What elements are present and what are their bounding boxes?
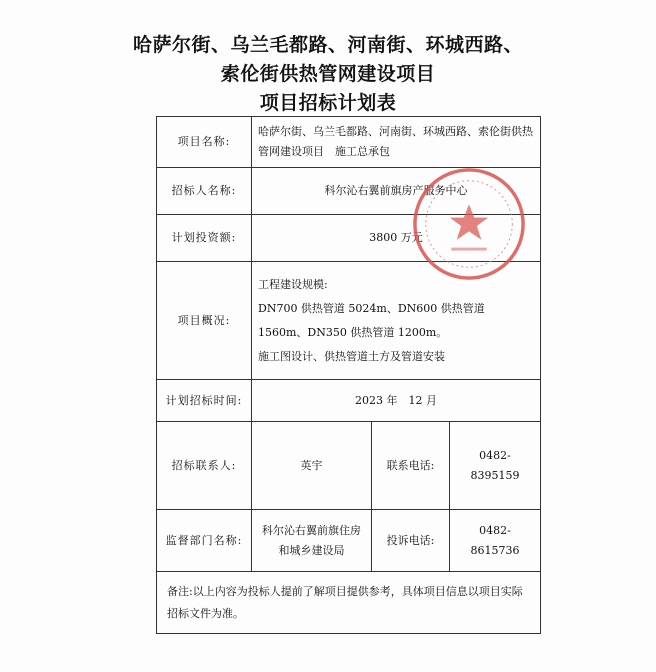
contact-phone-value: 0482-8395159 — [450, 422, 541, 510]
document-title-line-3: 项目招标计划表 — [259, 92, 397, 114]
note-text: 备注:以上内容为投标人提前了解项目提供参考，具体项目信息以项目实际招标文件为准。 — [157, 572, 541, 634]
tenderer-value: 科尔沁右翼前旗房产服务中心 — [252, 168, 541, 215]
supervisor-label: 监督部门名称: — [157, 510, 252, 572]
investment-value: 3800 万元 — [252, 215, 541, 262]
overview-line-scope-heading: 工程建设规模: — [258, 277, 328, 291]
project-name-label: 项目名称: — [157, 117, 252, 168]
tender-time-value: 2023 年 12 月 — [252, 380, 541, 422]
supervisor-value: 科尔沁右翼前旗住房和城乡建设局 — [252, 510, 372, 572]
overview-line-works: 施工图设计、供热管道土方及管道安装 — [258, 349, 445, 363]
complaint-phone-label: 投诉电话: — [372, 510, 450, 572]
overview-line-pipes: DN700 供热管道 5024m、DN600 供热管道 1560m、DN350 供热管道 1200m。 — [258, 301, 485, 339]
overview-label: 项目概况: — [157, 262, 252, 380]
row-overview — [157, 262, 541, 380]
row-supervisor — [157, 510, 541, 572]
tender-plan-table — [156, 116, 541, 634]
document-title-line-2: 索伦街供热管网建设项目 — [220, 63, 436, 85]
overview-value — [252, 262, 541, 380]
document-title-line-1: 哈萨尔街、乌兰毛都路、河南街、环城西路、 — [132, 34, 523, 56]
tender-time-label: 计划招标时间: — [157, 380, 252, 422]
row-contact — [157, 422, 541, 510]
project-name-value: 哈萨尔街、乌兰毛都路、河南街、环城西路、索伦街供热管网建设项目 施工总承包 — [252, 117, 541, 168]
row-investment — [157, 215, 541, 262]
contact-phone-label: 联系电话: — [372, 422, 450, 510]
row-project-name — [157, 117, 541, 168]
row-note — [157, 572, 541, 634]
contact-value: 英宇 — [252, 422, 372, 510]
investment-label: 计划投资额: — [157, 215, 252, 262]
complaint-phone-value: 0482-8615736 — [450, 510, 541, 572]
row-tenderer — [157, 168, 541, 215]
row-tender-time — [157, 380, 541, 422]
tenderer-label: 招标人名称: — [157, 168, 252, 215]
contact-label: 招标联系人: — [157, 422, 252, 510]
